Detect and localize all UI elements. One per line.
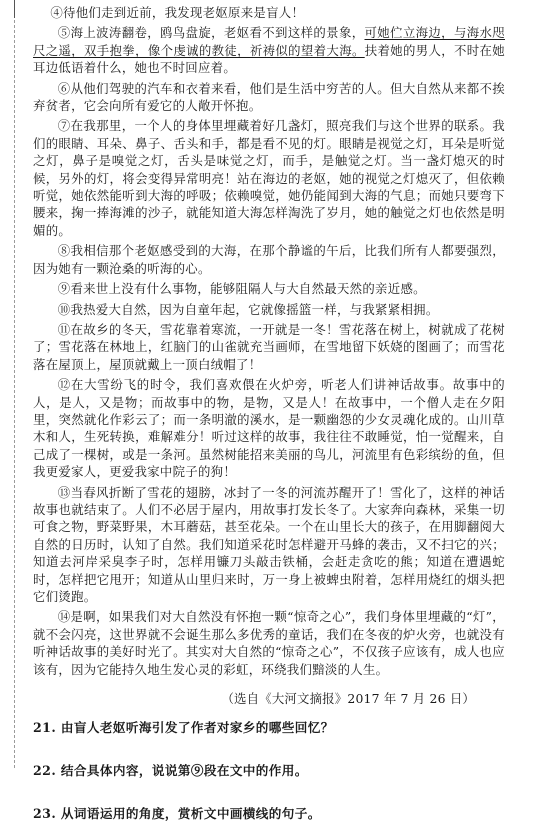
paragraph-13: ⑬当春风折断了雪花的翅膀，冰封了一冬的河流苏醒开了！雪化了，这样的神话故事也就结束了。人们不必居于屋内，用故事打发长冬了。大家奔向森林，采集一切可食之物，野菜野果，木耳蘑菇，甚至花朵。一个在山里长大的孩子，在用脚翻阅大自然的日历时，认知了自然。我们知道采花时怎样避开马蜂的袭击，又不扫它的兴；知道去河岸采臭李子时，怎样用镰刀头敲击铁桶，会赶走贪吃的熊；知道在遭遇蛇时，怎样把它甩开；知道从山里归来时，万一身上被蜱虫附着，怎样用烧红的烟头把它们烫跑。 <box>33 484 505 604</box>
paragraph-7: ⑦在我那里，一个人的身体里埋藏着好几盏灯，照亮我们与这个世界的联系。我们的眼睛、耳朵、鼻子、舌头和手，都是看不见的灯。眼睛是视觉之灯，耳朵是听觉之灯，鼻子是嗅觉之灯，舌头是味觉之灯，而手，是触觉之灯。当一盏灯熄灭的时候，另外的灯，将会变得异常明亮！站在海边的老妪，她的视觉之灯熄灭了，但依赖听觉，她依然能听到大海的呼吸；依赖嗅觉，她仍能闻到大海的气息；而她只要弯下腰来，掬一捧海滩的沙子，就能知道大海怎样淘洗了岁月，她的触觉之灯也依然是明媚的。 <box>33 118 505 238</box>
paragraph-14: ⑭是啊，如果我们对大自然没有怀抱一颗“惊奇之心”，我们身体里埋藏的“灯”，就不会闪亮，这世界就不会诞生那么多优秀的童话，我们在冬夜的炉火旁，也就没有听神话故事的美好时光了。其实对大自然的“惊奇之心”，不仅孩子应该有，成人也应该有，因为它能持久地生发心灵的彩虹，环绕我们黯淡的人生。 <box>33 609 505 677</box>
paragraph-6: ⑥从他们驾驶的汽车和衣着来看，他们是生活中穷苦的人。但大自然从来都不挨弃贫者，它会向所有爱它的人敞开怀抱。 <box>33 80 505 114</box>
source-citation: （选自《大河文摘报》2017 年 7 月 26 日） <box>221 691 475 707</box>
document-page <box>33 4 505 822</box>
paragraph-5-intro: ⑤海上波涛翻卷，鸥鸟盘旋，老妪看不到这样的景象， <box>57 25 365 41</box>
paragraph-5 <box>33 24 505 76</box>
binding-margin-mark <box>14 0 15 18</box>
question-21: 21. 由盲人老妪听海引发了作者对家乡的哪些回忆？ <box>33 720 334 736</box>
paragraph-5-tail: 扶着她的男人，不时在她耳边低语着什么，她也不时回应着。 <box>33 42 505 76</box>
paragraph-4: ④待他们走到近前，我发现老妪原来是盲人！ <box>50 5 305 20</box>
paragraph-11: ⑪在故乡的冬天，雪花靠着寒流，一开就是一冬！雪花落在树上，树就成了花树了；雪花落在林地上，红脑门的山雀就充当画师，在雪地留下妖娆的图画了；而雪花落在屋顶上，屋顶就戴上一顶白绒帽了！ <box>33 321 505 372</box>
paragraph-12: ⑫在大雪纷飞的时令，我们喜欢偎在火炉旁，听老人们讲神话故事。故事中的人，是人，又是物；而故事中的物，是物，又是人！在故事中，一个僧人走在夕阳里，突然就化作彩云了；而一条明澈的溪水，是一颗幽怨的少女灵魂化成的。山川草木和人，生死转换，难解难分！听过这样的故事，我往往不敢睡觉，怕一觉醒来，自己成了一棵树，或是一条河。虽然树能招来美丽的鸟儿，河流里有色彩缤纷的鱼，但我更爱家人，更爱我家中院子的狗！ <box>33 377 505 480</box>
binding-margin-line <box>14 0 15 768</box>
underlined-sentence: 可她伫立海边，与海水咫尺之遥，双手抱拳，像个虔诚的教徒，祈祷似的望着大海。 <box>33 25 505 58</box>
question-22: 22. 结合具体内容，说说第⑨段在文中的作用。 <box>33 763 308 779</box>
paragraph-8: ⑧我相信那个老妪感受到的大海，在那个静谧的午后，比我们所有人都要强烈，因为她有一颗沧桑的听海的心。 <box>33 243 505 276</box>
paragraph-10: ⑩我热爱大自然，因为自童年起，它就像摇篮一样，与我紧紧相拥。 <box>57 301 439 317</box>
question-23: 23. 从词语运用的角度，赏析文中画横线的句子。 <box>33 806 321 822</box>
paragraph-9: ⑨看来世上没有什么事物，能够阻隔人与大自然最天然的亲近感。 <box>57 281 426 297</box>
